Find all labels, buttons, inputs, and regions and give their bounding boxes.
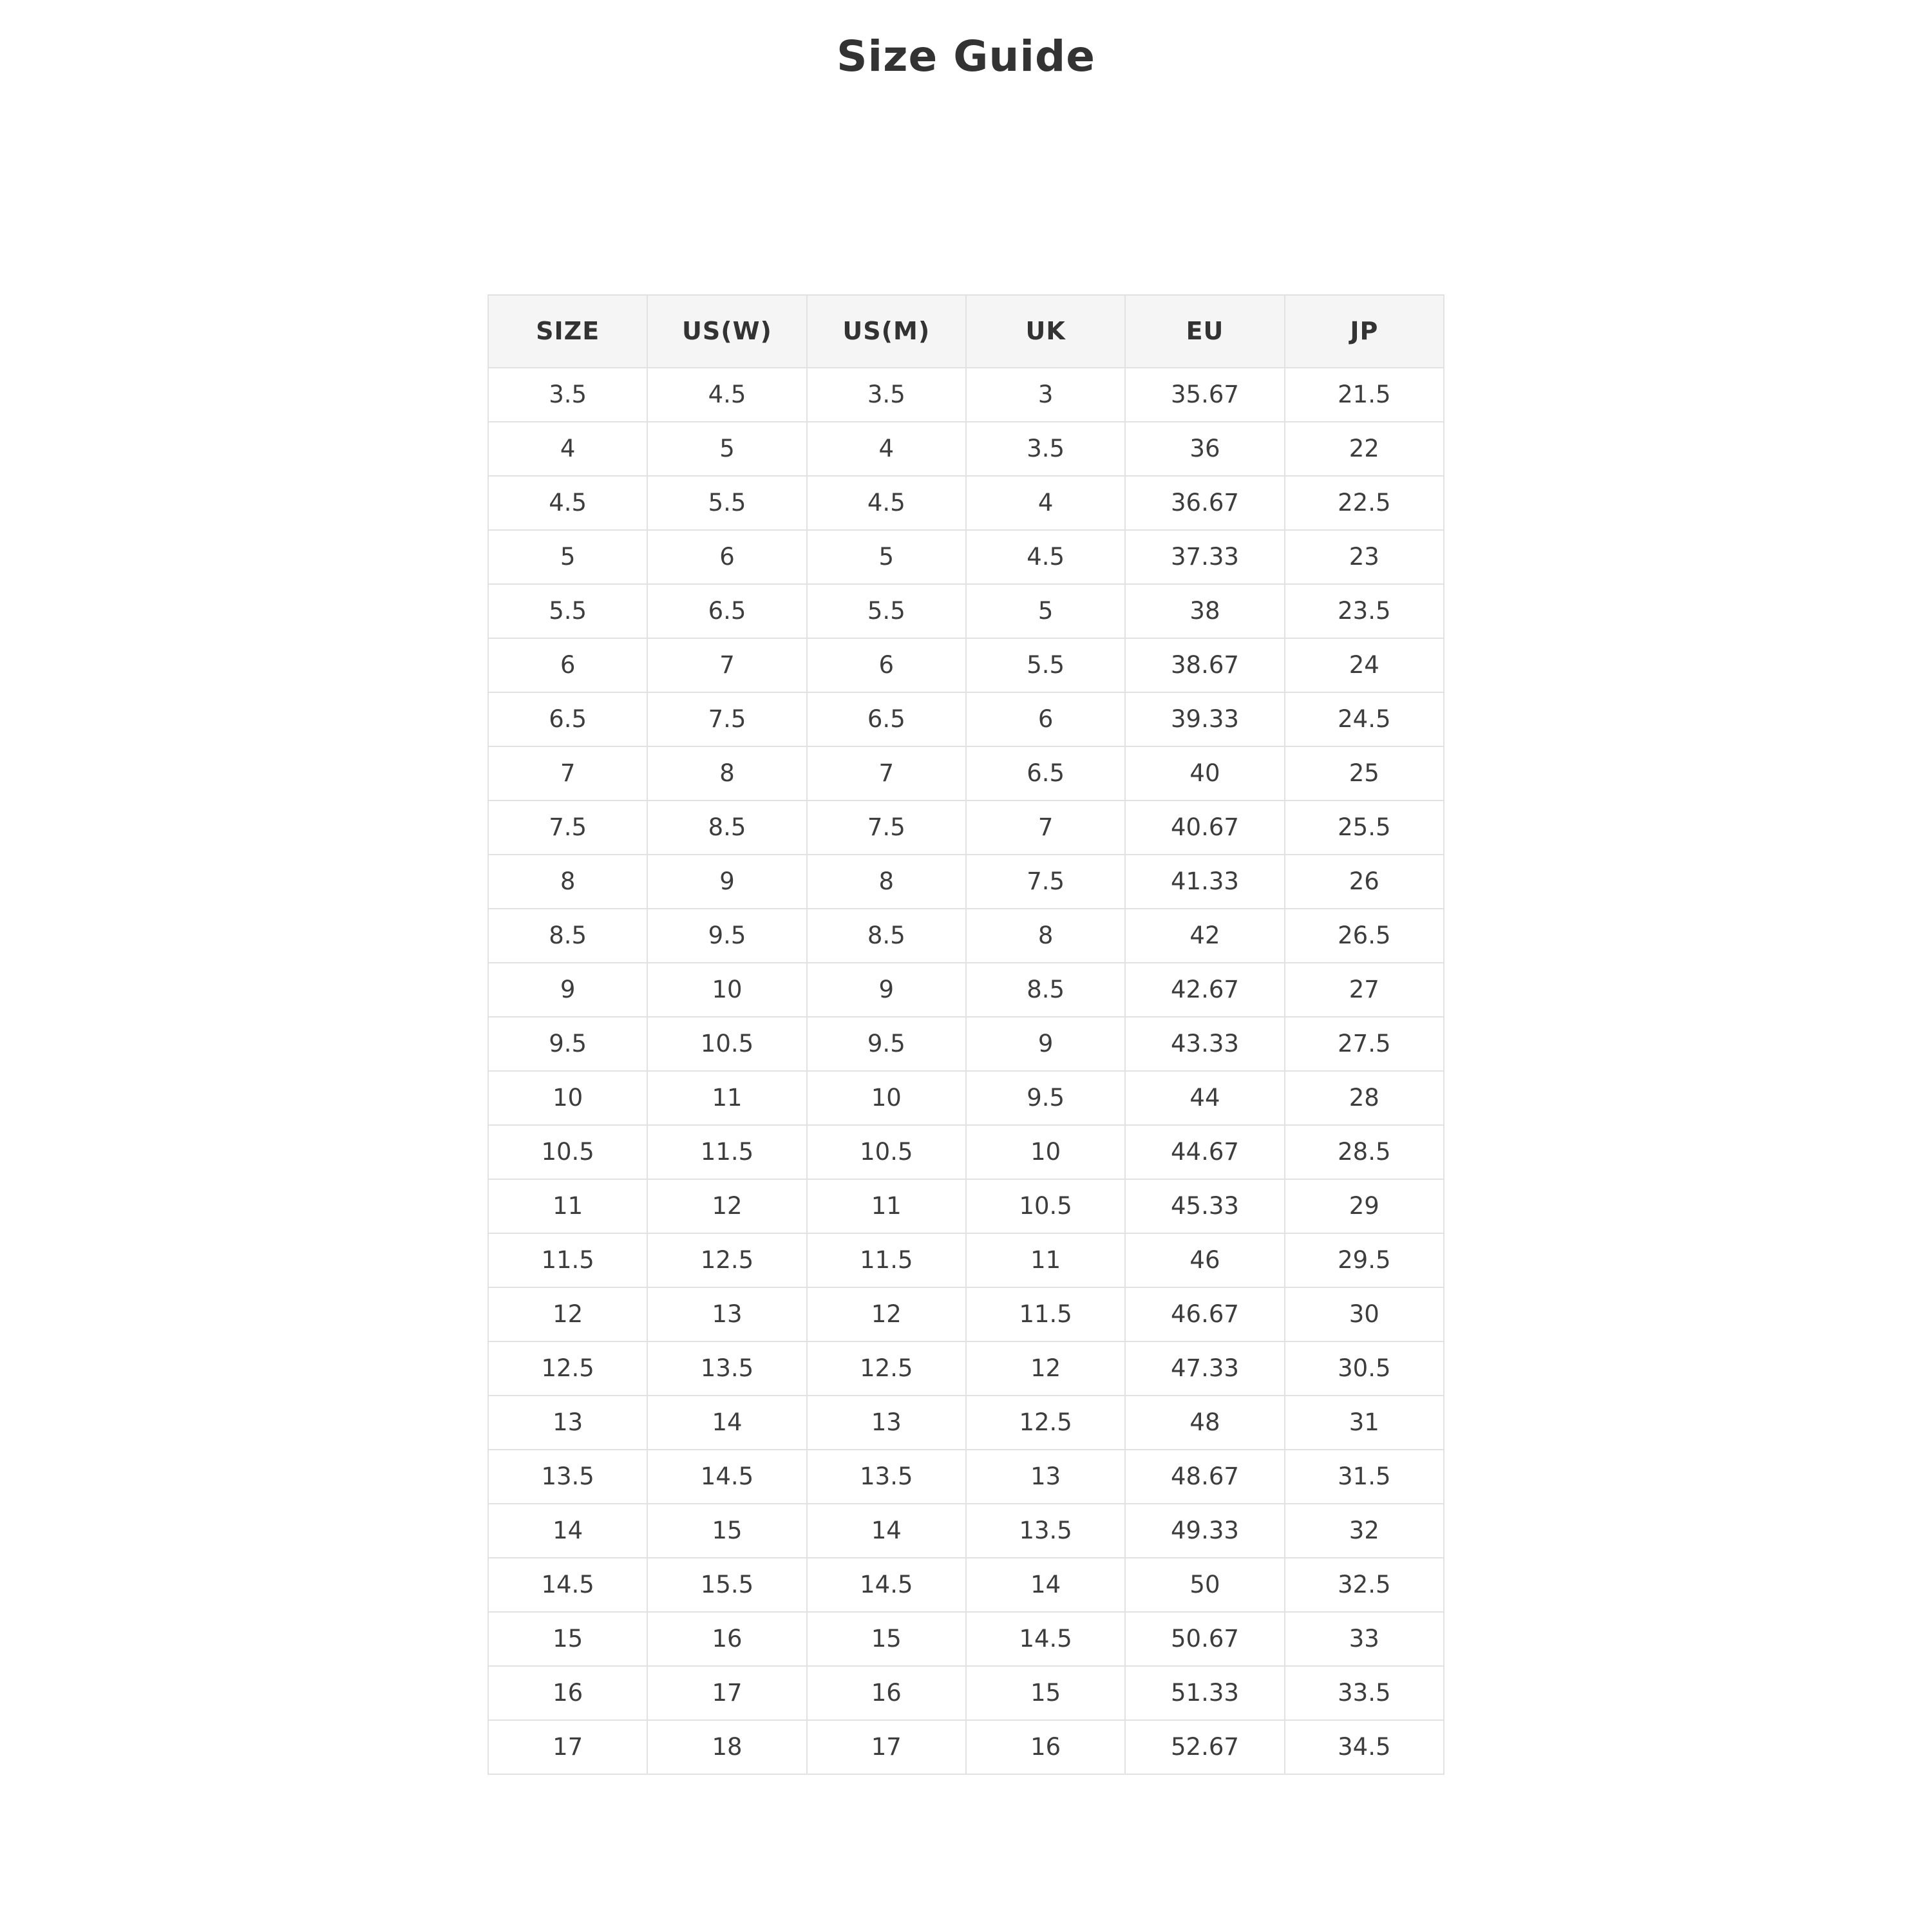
cell-jp: 22 xyxy=(1285,422,1444,476)
column-header-usm: US(M) xyxy=(807,295,966,368)
cell-jp: 29 xyxy=(1285,1179,1444,1233)
cell-jp: 33.5 xyxy=(1285,1666,1444,1720)
cell-size: 7 xyxy=(488,746,647,800)
cell-usw: 4.5 xyxy=(647,368,806,422)
cell-usw: 9 xyxy=(647,855,806,909)
cell-jp: 28.5 xyxy=(1285,1125,1444,1179)
cell-usw: 11 xyxy=(647,1071,806,1125)
cell-jp: 31.5 xyxy=(1285,1450,1444,1504)
cell-jp: 34.5 xyxy=(1285,1720,1444,1774)
table-row xyxy=(488,476,1444,530)
cell-usm: 10 xyxy=(807,1071,966,1125)
table-body xyxy=(488,368,1444,1774)
cell-usm: 5.5 xyxy=(807,584,966,638)
cell-eu: 39.33 xyxy=(1125,692,1284,746)
cell-size: 10 xyxy=(488,1071,647,1125)
cell-size: 3.5 xyxy=(488,368,647,422)
table-row xyxy=(488,1396,1444,1450)
cell-jp: 22.5 xyxy=(1285,476,1444,530)
cell-uk: 6 xyxy=(966,692,1125,746)
cell-usm: 13.5 xyxy=(807,1450,966,1504)
cell-usm: 17 xyxy=(807,1720,966,1774)
table-row xyxy=(488,909,1444,963)
cell-usm: 6.5 xyxy=(807,692,966,746)
cell-usm: 6 xyxy=(807,638,966,692)
table-row xyxy=(488,963,1444,1017)
cell-usm: 7 xyxy=(807,746,966,800)
cell-size: 9.5 xyxy=(488,1017,647,1071)
cell-uk: 7.5 xyxy=(966,855,1125,909)
cell-eu: 47.33 xyxy=(1125,1341,1284,1396)
table-row xyxy=(488,584,1444,638)
cell-jp: 30.5 xyxy=(1285,1341,1444,1396)
cell-uk: 10 xyxy=(966,1125,1125,1179)
cell-eu: 51.33 xyxy=(1125,1666,1284,1720)
cell-usm: 12.5 xyxy=(807,1341,966,1396)
cell-uk: 13.5 xyxy=(966,1504,1125,1558)
cell-size: 14.5 xyxy=(488,1558,647,1612)
cell-usm: 4 xyxy=(807,422,966,476)
cell-usw: 15.5 xyxy=(647,1558,806,1612)
table-row xyxy=(488,1666,1444,1720)
table-row xyxy=(488,1612,1444,1666)
cell-jp: 32.5 xyxy=(1285,1558,1444,1612)
cell-size: 8 xyxy=(488,855,647,909)
cell-usw: 6 xyxy=(647,530,806,584)
cell-size: 7.5 xyxy=(488,800,647,855)
cell-eu: 38 xyxy=(1125,584,1284,638)
table-row xyxy=(488,1233,1444,1287)
cell-usm: 14.5 xyxy=(807,1558,966,1612)
cell-size: 6.5 xyxy=(488,692,647,746)
table-row xyxy=(488,746,1444,800)
cell-size: 5 xyxy=(488,530,647,584)
cell-eu: 40 xyxy=(1125,746,1284,800)
cell-uk: 9 xyxy=(966,1017,1125,1071)
cell-jp: 23 xyxy=(1285,530,1444,584)
size-guide-table xyxy=(488,294,1444,1775)
cell-jp: 25.5 xyxy=(1285,800,1444,855)
cell-usw: 5 xyxy=(647,422,806,476)
cell-uk: 8.5 xyxy=(966,963,1125,1017)
cell-jp: 24 xyxy=(1285,638,1444,692)
table-row xyxy=(488,368,1444,422)
cell-jp: 33 xyxy=(1285,1612,1444,1666)
cell-uk: 4.5 xyxy=(966,530,1125,584)
cell-eu: 52.67 xyxy=(1125,1720,1284,1774)
cell-usw: 5.5 xyxy=(647,476,806,530)
cell-jp: 21.5 xyxy=(1285,368,1444,422)
cell-usw: 12.5 xyxy=(647,1233,806,1287)
cell-usw: 11.5 xyxy=(647,1125,806,1179)
table-row xyxy=(488,1179,1444,1233)
cell-size: 9 xyxy=(488,963,647,1017)
cell-size: 12.5 xyxy=(488,1341,647,1396)
cell-eu: 49.33 xyxy=(1125,1504,1284,1558)
cell-size: 14 xyxy=(488,1504,647,1558)
cell-size: 8.5 xyxy=(488,909,647,963)
table-row xyxy=(488,1504,1444,1558)
cell-eu: 48 xyxy=(1125,1396,1284,1450)
cell-usw: 12 xyxy=(647,1179,806,1233)
cell-eu: 40.67 xyxy=(1125,800,1284,855)
cell-size: 6 xyxy=(488,638,647,692)
cell-usw: 16 xyxy=(647,1612,806,1666)
cell-usw: 14 xyxy=(647,1396,806,1450)
column-header-eu: EU xyxy=(1125,295,1284,368)
table-row xyxy=(488,422,1444,476)
table-row xyxy=(488,855,1444,909)
cell-usm: 8.5 xyxy=(807,909,966,963)
cell-jp: 23.5 xyxy=(1285,584,1444,638)
cell-usw: 15 xyxy=(647,1504,806,1558)
cell-size: 10.5 xyxy=(488,1125,647,1179)
cell-usw: 13 xyxy=(647,1287,806,1341)
cell-uk: 8 xyxy=(966,909,1125,963)
cell-usw: 7 xyxy=(647,638,806,692)
cell-eu: 43.33 xyxy=(1125,1017,1284,1071)
cell-jp: 29.5 xyxy=(1285,1233,1444,1287)
cell-usm: 5 xyxy=(807,530,966,584)
cell-jp: 31 xyxy=(1285,1396,1444,1450)
cell-usw: 8 xyxy=(647,746,806,800)
cell-jp: 30 xyxy=(1285,1287,1444,1341)
cell-size: 17 xyxy=(488,1720,647,1774)
cell-jp: 26.5 xyxy=(1285,909,1444,963)
cell-usw: 13.5 xyxy=(647,1341,806,1396)
table-row xyxy=(488,1558,1444,1612)
cell-jp: 28 xyxy=(1285,1071,1444,1125)
cell-usm: 13 xyxy=(807,1396,966,1450)
cell-size: 4.5 xyxy=(488,476,647,530)
cell-size: 11 xyxy=(488,1179,647,1233)
cell-uk: 4 xyxy=(966,476,1125,530)
column-header-usw: US(W) xyxy=(647,295,806,368)
cell-usm: 4.5 xyxy=(807,476,966,530)
cell-eu: 37.33 xyxy=(1125,530,1284,584)
cell-uk: 14 xyxy=(966,1558,1125,1612)
table-row xyxy=(488,1720,1444,1774)
cell-size: 13.5 xyxy=(488,1450,647,1504)
table-row xyxy=(488,692,1444,746)
cell-uk: 9.5 xyxy=(966,1071,1125,1125)
cell-usw: 10 xyxy=(647,963,806,1017)
cell-eu: 46.67 xyxy=(1125,1287,1284,1341)
cell-usw: 10.5 xyxy=(647,1017,806,1071)
cell-size: 11.5 xyxy=(488,1233,647,1287)
cell-eu: 45.33 xyxy=(1125,1179,1284,1233)
cell-usm: 11.5 xyxy=(807,1233,966,1287)
cell-usm: 14 xyxy=(807,1504,966,1558)
cell-size: 13 xyxy=(488,1396,647,1450)
cell-jp: 24.5 xyxy=(1285,692,1444,746)
cell-eu: 41.33 xyxy=(1125,855,1284,909)
cell-uk: 12.5 xyxy=(966,1396,1125,1450)
table-row xyxy=(488,1125,1444,1179)
cell-size: 12 xyxy=(488,1287,647,1341)
cell-usm: 15 xyxy=(807,1612,966,1666)
cell-usw: 6.5 xyxy=(647,584,806,638)
cell-jp: 26 xyxy=(1285,855,1444,909)
table-row xyxy=(488,530,1444,584)
cell-usw: 18 xyxy=(647,1720,806,1774)
table-row xyxy=(488,1341,1444,1396)
cell-usm: 8 xyxy=(807,855,966,909)
cell-usm: 9.5 xyxy=(807,1017,966,1071)
cell-jp: 27.5 xyxy=(1285,1017,1444,1071)
cell-eu: 42 xyxy=(1125,909,1284,963)
column-header-size: SIZE xyxy=(488,295,647,368)
cell-usw: 9.5 xyxy=(647,909,806,963)
cell-eu: 46 xyxy=(1125,1233,1284,1287)
cell-uk: 11 xyxy=(966,1233,1125,1287)
cell-uk: 5 xyxy=(966,584,1125,638)
table-row xyxy=(488,1071,1444,1125)
cell-uk: 11.5 xyxy=(966,1287,1125,1341)
cell-usw: 17 xyxy=(647,1666,806,1720)
cell-uk: 15 xyxy=(966,1666,1125,1720)
cell-uk: 7 xyxy=(966,800,1125,855)
cell-eu: 50 xyxy=(1125,1558,1284,1612)
cell-size: 16 xyxy=(488,1666,647,1720)
cell-usm: 10.5 xyxy=(807,1125,966,1179)
cell-usm: 9 xyxy=(807,963,966,1017)
cell-eu: 42.67 xyxy=(1125,963,1284,1017)
cell-uk: 16 xyxy=(966,1720,1125,1774)
cell-usw: 7.5 xyxy=(647,692,806,746)
cell-uk: 6.5 xyxy=(966,746,1125,800)
table-row xyxy=(488,1287,1444,1341)
column-header-uk: UK xyxy=(966,295,1125,368)
column-header-jp: JP xyxy=(1285,295,1444,368)
cell-eu: 36 xyxy=(1125,422,1284,476)
cell-size: 4 xyxy=(488,422,647,476)
page-title: Size Guide xyxy=(836,32,1096,81)
cell-usm: 3.5 xyxy=(807,368,966,422)
cell-usm: 7.5 xyxy=(807,800,966,855)
table-row xyxy=(488,638,1444,692)
cell-uk: 13 xyxy=(966,1450,1125,1504)
cell-size: 5.5 xyxy=(488,584,647,638)
cell-usm: 11 xyxy=(807,1179,966,1233)
cell-uk: 12 xyxy=(966,1341,1125,1396)
table-row xyxy=(488,1017,1444,1071)
table-header-row xyxy=(488,295,1444,368)
cell-size: 15 xyxy=(488,1612,647,1666)
cell-uk: 3 xyxy=(966,368,1125,422)
cell-eu: 44.67 xyxy=(1125,1125,1284,1179)
cell-eu: 44 xyxy=(1125,1071,1284,1125)
cell-jp: 25 xyxy=(1285,746,1444,800)
cell-uk: 10.5 xyxy=(966,1179,1125,1233)
cell-eu: 36.67 xyxy=(1125,476,1284,530)
table-header xyxy=(488,295,1444,368)
cell-usm: 16 xyxy=(807,1666,966,1720)
cell-usw: 14.5 xyxy=(647,1450,806,1504)
cell-usw: 8.5 xyxy=(647,800,806,855)
cell-eu: 38.67 xyxy=(1125,638,1284,692)
table-row xyxy=(488,800,1444,855)
cell-jp: 32 xyxy=(1285,1504,1444,1558)
table-row xyxy=(488,1450,1444,1504)
cell-uk: 3.5 xyxy=(966,422,1125,476)
cell-eu: 50.67 xyxy=(1125,1612,1284,1666)
cell-uk: 5.5 xyxy=(966,638,1125,692)
cell-usm: 12 xyxy=(807,1287,966,1341)
cell-jp: 27 xyxy=(1285,963,1444,1017)
cell-eu: 48.67 xyxy=(1125,1450,1284,1504)
cell-eu: 35.67 xyxy=(1125,368,1284,422)
cell-uk: 14.5 xyxy=(966,1612,1125,1666)
